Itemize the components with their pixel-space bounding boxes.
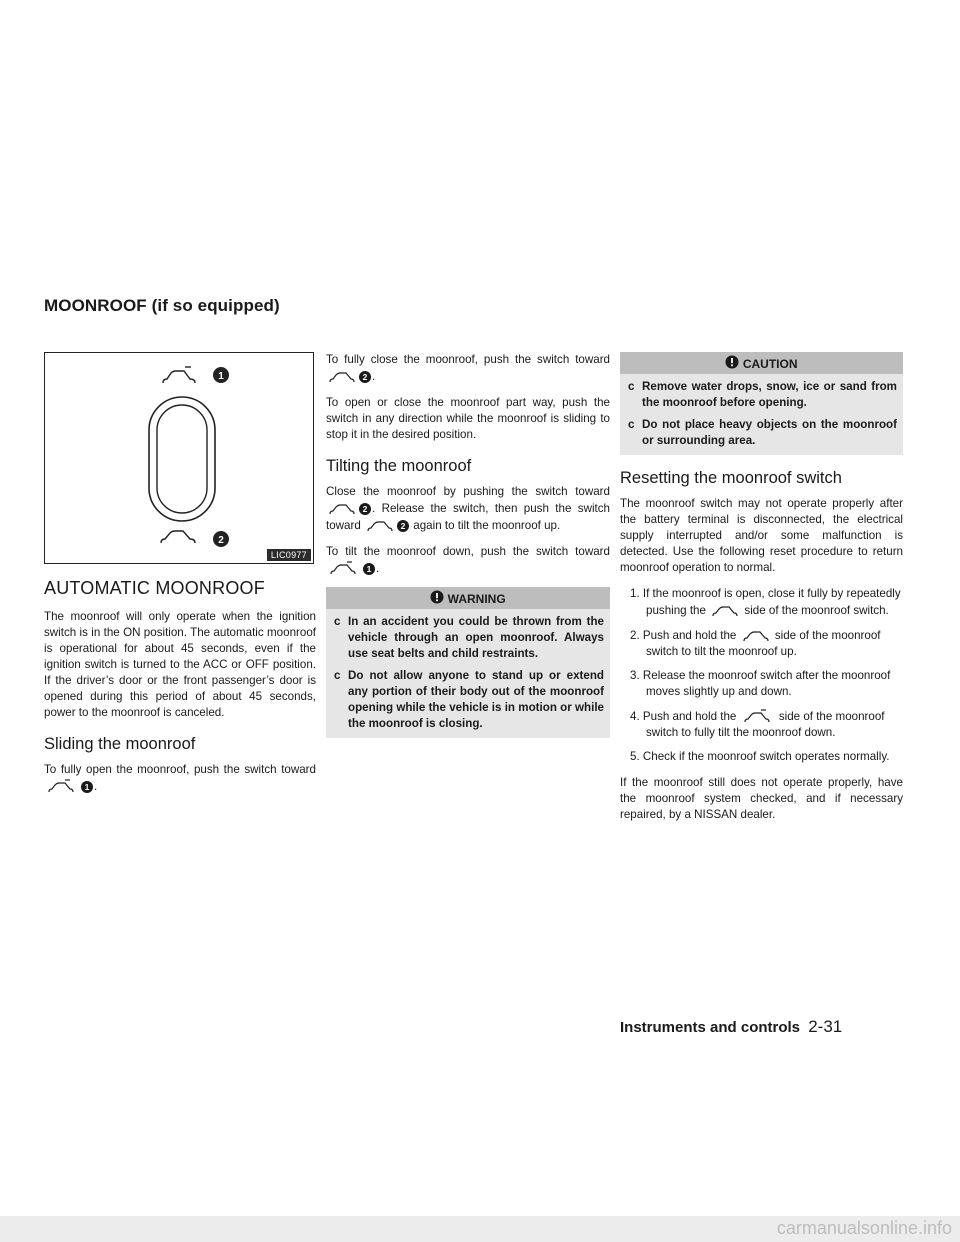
warning-header	[326, 587, 610, 609]
warning-list	[326, 609, 610, 738]
page-footer	[620, 1017, 842, 1037]
tilt-icon	[45, 778, 79, 794]
caution-list	[620, 374, 903, 455]
close-paragraph	[326, 352, 610, 385]
svg-text:2: 2	[218, 535, 224, 546]
partway-paragraph: To open or close the moonroof part way, push the switch in any direction while the moonroof is sliding to stop it in the desired position.	[326, 396, 610, 441]
text-span: 2. Push and hold the	[630, 628, 737, 642]
switch-outer	[149, 397, 215, 521]
closing-paragraph: If the moonroof still does not operate properly, have the moonroof system checked, and if necessary repaired, by a NISSAN dealer.	[620, 775, 903, 821]
watermark-bar	[0, 1216, 960, 1242]
text-span: again to tilt the moonroof up.	[413, 519, 561, 532]
text-span: .	[94, 780, 98, 793]
figure-code: LIC0977	[267, 549, 311, 561]
sliding-paragraph	[44, 762, 316, 795]
text-span: To fully open the moonroof, push the switch toward	[44, 763, 316, 776]
tilt-up-paragraph	[326, 484, 610, 534]
list-item: c Do not allow anyone to stand up or extend any portion of their body out of the moonroof opening while the vehicle is in motion or while the moonroof is closing.	[332, 668, 604, 732]
tilt-down-paragraph	[326, 544, 610, 577]
moonroof-switch-figure	[44, 352, 314, 564]
column-1	[44, 352, 316, 805]
list-item	[630, 627, 903, 660]
callout-2-badge: 2	[359, 503, 371, 515]
car-roof-icon	[161, 531, 195, 543]
car-roof-icon	[327, 500, 357, 516]
text-span: . Release the switch, then push the switch toward	[326, 502, 610, 532]
text-span: side of the moonroof switch to fully tilt the moonroof down.	[646, 709, 885, 739]
chapter-title: Instruments and controls	[620, 1019, 801, 1036]
text-span: .	[376, 562, 380, 575]
intro-paragraph: The moonroof will only operate when the ignition switch is in the ON position. The automatic moonroof is operational for about 45 seconds, even if the ignition switch is turned to the ACC or OFF position. If the driver’s door or the front passenger’s door is opened during this period of about 45 seconds, power to the moonroof is canceled.	[44, 610, 316, 719]
callout-2-badge: 2	[359, 371, 371, 383]
car-roof-icon	[710, 602, 740, 618]
reset-intro: The moonroof switch may not operate properly after the battery terminal is disconnected, the electrical supply interrupted and/or some malfunction is detected. Use the following reset procedure to return moonroof operation to normal.	[620, 496, 903, 574]
text-span: .	[372, 370, 376, 383]
list-item: 5. Check if the moonroof switch operates normally.	[630, 749, 890, 763]
warning-icon	[430, 590, 444, 604]
tilt-icon	[327, 560, 361, 576]
list-item	[630, 708, 903, 741]
heading-sliding: Sliding the moonroof	[44, 735, 196, 753]
callout-1-badge: 1	[363, 563, 375, 575]
svg-text:1: 1	[218, 371, 224, 382]
switch-inner	[157, 405, 207, 513]
list-item: c Remove water drops, snow, ice or sand from the moonroof before opening.	[626, 379, 897, 411]
watermark-text: carmanualsonline.info	[776, 1218, 952, 1238]
moonroof-switch-illustration	[45, 353, 313, 563]
caution-icon	[725, 355, 739, 369]
list-item: c Do not place heavy objects on the moonroof or surrounding area.	[626, 417, 897, 449]
tilt-icon	[741, 708, 775, 724]
text-span: side of the moonroof switch to tilt the moonroof up.	[646, 628, 881, 658]
tilt-icon	[163, 367, 195, 383]
callout-2-badge: 2	[397, 520, 409, 532]
car-roof-icon	[741, 627, 771, 643]
caution-box	[620, 352, 903, 455]
reset-steps	[620, 586, 903, 765]
heading-automatic-moonroof: AUTOMATIC MOONROOF	[44, 578, 265, 598]
text-span: To fully close the moonroof, push the switch toward	[326, 353, 610, 366]
car-roof-icon	[365, 517, 395, 533]
list-item: 3. Release the moonroof switch after the moonroof moves slightly up and down.	[630, 668, 891, 698]
warning-box	[326, 587, 610, 738]
text-span: Close the moonroof by pushing the switch toward	[326, 485, 610, 498]
caution-title: CAUTION	[742, 356, 798, 371]
caution-header	[620, 352, 903, 374]
list-item: c In an accident you could be thrown from the vehicle through an open moonroof. Always use seat belts and child restraints.	[332, 614, 604, 662]
text-span: side of the moonroof switch.	[744, 603, 889, 617]
heading-resetting: Resetting the moonroof switch	[620, 468, 842, 487]
text-span: 4. Push and hold the	[630, 709, 737, 723]
text-span: 1. If the moonroof is open, close it fully by repeatedly pushing the	[630, 586, 901, 617]
warning-title: WARNING	[447, 591, 506, 606]
column-2	[326, 352, 610, 750]
text-span: To tilt the moonroof down, push the switch toward	[326, 545, 610, 558]
list-item	[630, 586, 903, 619]
car-roof-icon	[327, 368, 357, 384]
heading-tilting: Tilting the moonroof	[326, 457, 472, 475]
page-number: 2-31	[808, 1017, 843, 1036]
section-title: MOONROOF (if so equipped)	[44, 296, 280, 315]
callout-1-badge: 1	[81, 781, 93, 793]
column-3	[620, 352, 903, 833]
